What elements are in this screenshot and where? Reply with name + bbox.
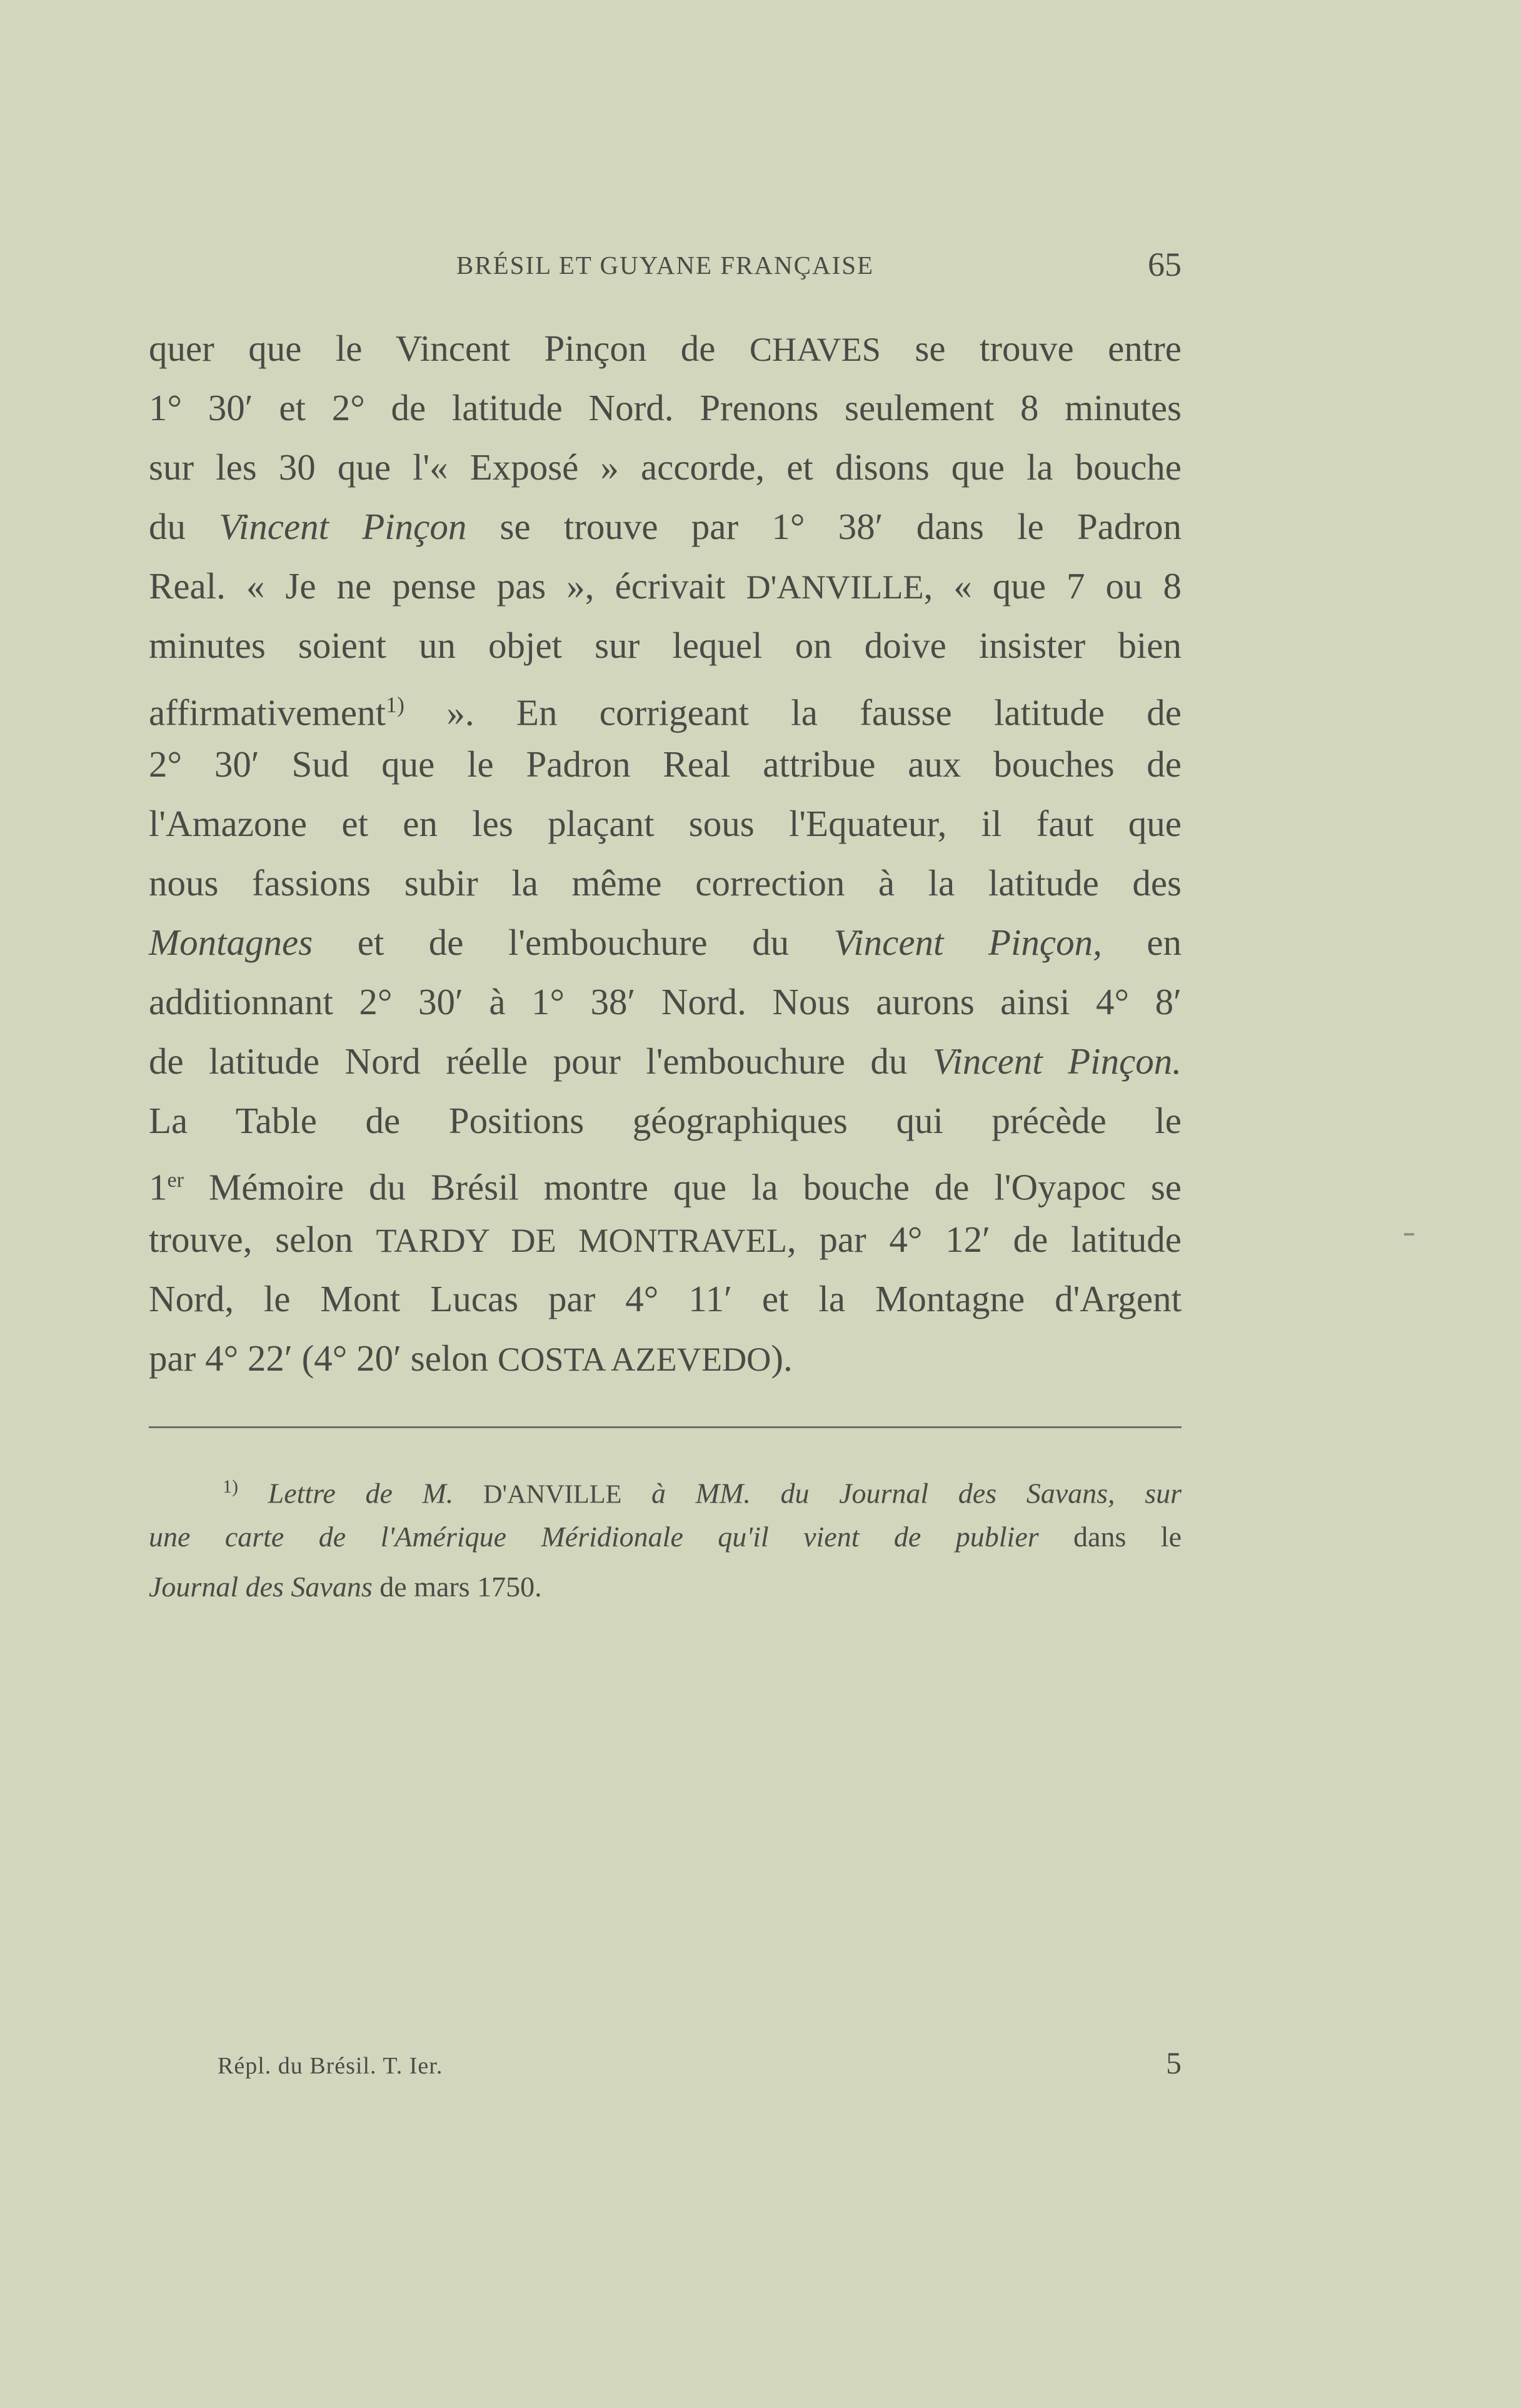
text-line: minutes soient un objet sur lequel on doive insister bien <box>149 625 1182 666</box>
footnote <box>149 1462 1182 1612</box>
text-line: additionnant 2° 30′ à 1° 38′ Nord. Nous aurons ainsi 4° 8′ <box>149 981 1182 1022</box>
text-line: affirmativement$^{1)}$ ». En corrigeant la fausse latitude de <box>149 692 1182 733</box>
text-line: 1er Mémoire du Brésil montre que la bouche de l'Oyapoc se <box>149 1166 1182 1208</box>
text-line: La Table de Positions géographiques qui précède le <box>149 1100 1182 1141</box>
text-line: 1° 30′ et 2° de latitude Nord. Prenons seulement 8 minutes <box>149 387 1182 428</box>
footnote-line: une carte de l'Amérique Méridionale qu'il vient de publier dans le <box>149 1521 1182 1553</box>
text-line: 2° 30′ Sud que le Padron Real attribue aux bouches de <box>149 743 1182 785</box>
body-text <box>149 319 1182 1388</box>
text-line: nous fassions subir la même correction à la latitude des <box>149 862 1182 904</box>
text-line: du Vincent Pinçon se trouve par 1° 38′ dans le Padron <box>149 506 1182 547</box>
sheet-number: 5 <box>1166 2045 1182 2080</box>
page-footer <box>149 2045 1182 2088</box>
text-line: Real. « Je ne pense pas », écrivait D'ANVILLE, « que 7 ou 8 <box>149 565 1182 607</box>
text-line: Montagnes et de l'embouchure du Vincent Pinçon, en <box>149 922 1182 963</box>
footnote-line: $^{1)}$ Lettre de M. D'ANVILLE à MM. du Journal des Savans, sur <box>223 1476 1182 1509</box>
text-line: l'Amazone et en les plaçant sous l'Equateur, il faut que <box>149 803 1182 844</box>
footnote-rule <box>149 1426 1182 1428</box>
text-line: de latitude Nord réelle pour l'embouchure du Vincent Pinçon. <box>149 1040 1182 1082</box>
text-line: quer que le Vincent Pinçon de CHAVES se trouve entre <box>149 328 1182 369</box>
page-number: 65 <box>1148 246 1182 283</box>
text-line: sur les 30 que l'« Exposé » accorde, et disons que la bouche <box>149 446 1182 488</box>
footnote-line: Journal des Savans de mars 1750. <box>149 1571 542 1603</box>
text-line: trouve, selon TARDY DE MONTRAVEL, par 4° 12′ de latitude <box>149 1219 1182 1260</box>
footnote-ref: 1) <box>385 692 404 717</box>
running-title: BRÉSIL ET GUYANE FRANÇAISE <box>456 251 875 280</box>
margin-mark <box>1404 1233 1414 1236</box>
text-line: par 4° 22′ (4° 20′ selon COSTA AZEVEDO). <box>149 1337 793 1379</box>
text-line: Nord, le Mont Lucas par 4° 11′ et la Montagne d'Argent <box>149 1278 1182 1319</box>
running-head <box>149 245 1182 289</box>
signature-mark: Répl. du Brésil. T. Ier. <box>218 2053 443 2079</box>
